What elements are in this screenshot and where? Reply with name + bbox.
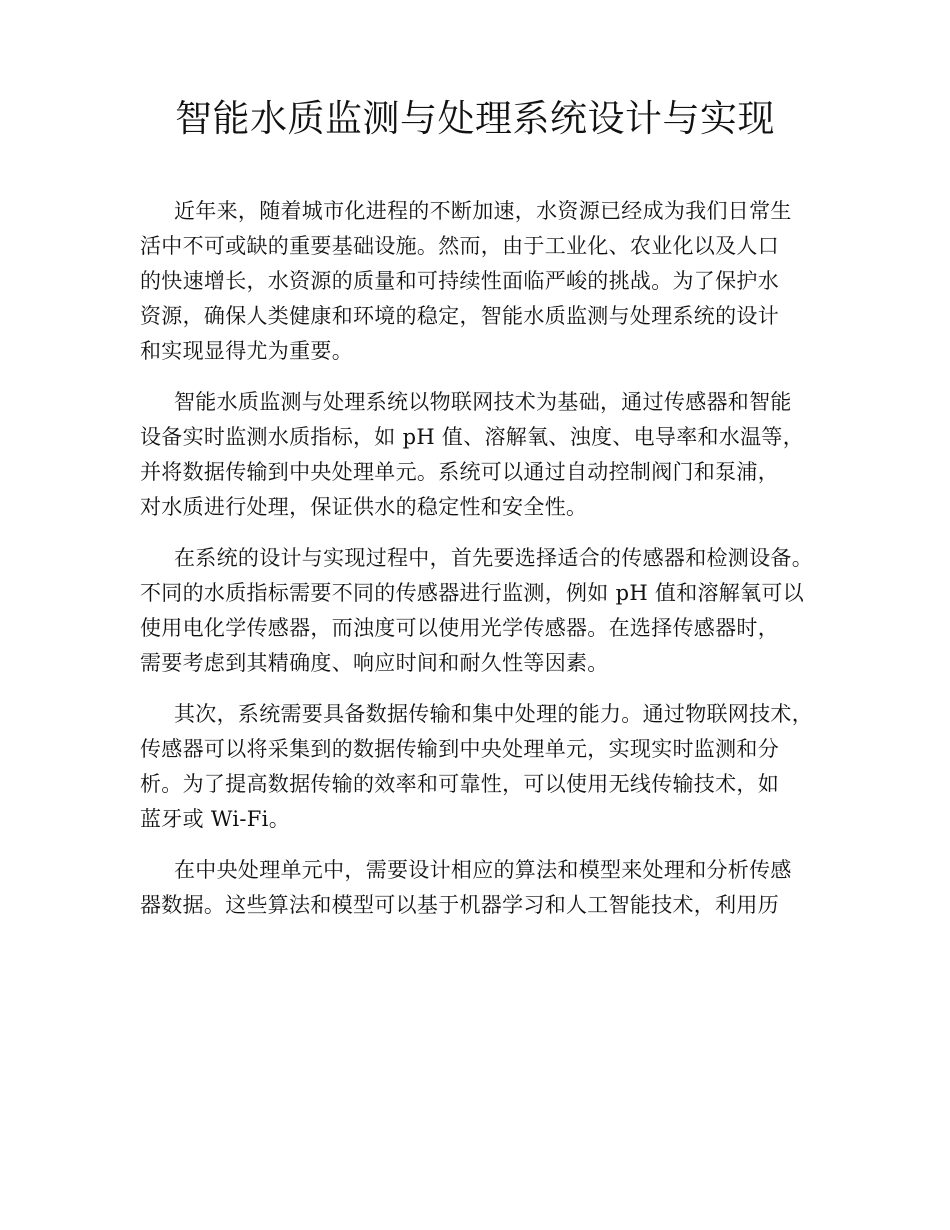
paragraph-5 — [140, 853, 840, 923]
paragraph-line: 在中央处理单元中，需要设计相应的算法和模型来处理和分析传感 — [174, 858, 792, 882]
paragraph-4 — [140, 697, 840, 837]
document-body — [140, 194, 840, 939]
paragraph-line: 在系统的设计与实现过程中，首先要选择适合的传感器和检测设备。 — [174, 546, 813, 570]
paragraph-2 — [140, 385, 840, 525]
paragraph-line: 资源，确保人类健康和环境的稳定，智能水质监测与处理系统的设计 — [140, 304, 779, 328]
paragraph-line: 智能水质监测与处理系统以物联网技术为基础，通过传感器和智能 — [174, 390, 792, 414]
paragraph-line: 不同的水质指标需要不同的传感器进行监测，例如 pH 值和溶解氧可以 — [140, 581, 805, 605]
paragraph-line: 并将数据传输到中央处理单元。系统可以通过自动控制阀门和泵浦， — [140, 460, 779, 484]
document-title: 智能水质监测与处理系统设计与实现 — [175, 97, 775, 140]
paragraph-line: 使用电化学传感器，而浊度可以使用光学传感器。在选择传感器时， — [140, 616, 779, 640]
paragraph-1 — [140, 194, 840, 369]
paragraph-3 — [140, 541, 840, 681]
paragraph-line: 需要考虑到其精确度、响应时间和耐久性等因素。 — [140, 651, 609, 675]
paragraph-line: 和实现显得尤为重要。 — [140, 339, 353, 363]
paragraph-line: 其次，系统需要具备数据传输和集中处理的能力。通过物联网技术， — [174, 702, 813, 726]
paragraph-line: 蓝牙或 Wi-Fi。 — [140, 807, 290, 831]
paragraph-line: 析。为了提高数据传输的效率和可靠性，可以使用无线传输技术，如 — [140, 772, 779, 796]
paragraph-line: 设备实时监测水质指标，如 pH 值、溶解氧、浊度、电导率和水温等， — [140, 425, 805, 449]
paragraph-line: 近年来，随着城市化进程的不断加速，水资源已经成为我们日常生 — [174, 199, 792, 223]
paragraph-line: 器数据。这些算法和模型可以基于机器学习和人工智能技术，利用历 — [140, 893, 779, 917]
paragraph-line: 传感器可以将采集到的数据传输到中央处理单元，实现实时监测和分 — [140, 737, 779, 761]
paragraph-line: 的快速增长，水资源的质量和可持续性面临严峻的挑战。为了保护水 — [140, 269, 779, 293]
paragraph-line: 对水质进行处理，保证供水的稳定性和安全性。 — [140, 495, 588, 519]
paragraph-line: 活中不可或缺的重要基础设施。然而，由于工业化、农业化以及人口 — [140, 234, 779, 258]
